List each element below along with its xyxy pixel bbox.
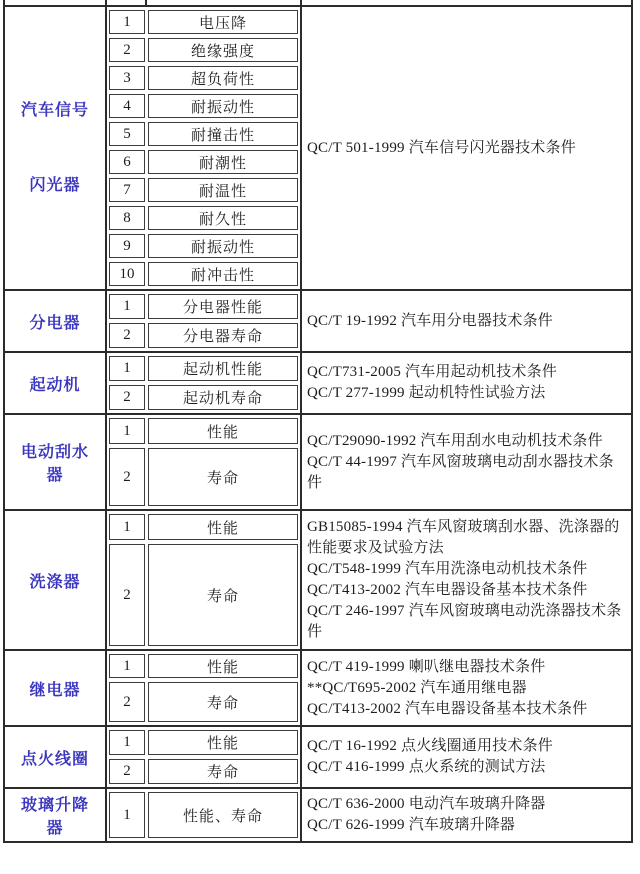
component-name: 电动刮水器 — [20, 444, 89, 484]
row-number: 1 — [109, 792, 145, 838]
standards-cell — [300, 727, 631, 787]
standards-cell — [300, 789, 631, 841]
standard-line: QC/T 246-1997 汽车风窗玻璃电动洗涤器技术条件 — [307, 603, 622, 640]
test-item: 性能 — [148, 730, 298, 755]
table-row — [109, 234, 298, 258]
test-item: 耐冲击性 — [148, 262, 298, 286]
table-row — [109, 385, 298, 410]
component-name: 洗涤器 — [29, 573, 81, 591]
table-section-starter — [5, 351, 631, 413]
table-section-window-regulator — [5, 787, 631, 841]
standards-cell — [300, 7, 631, 289]
test-rows — [107, 415, 300, 509]
table-section-flasher — [5, 7, 631, 289]
test-item: 寿命 — [148, 682, 298, 722]
standard-line: QC/T29090-1992 汽车用刮水电动机技术条件 — [307, 432, 603, 449]
test-item: 分电器寿命 — [148, 323, 298, 348]
standards-cell — [300, 291, 631, 351]
table-row — [109, 294, 298, 319]
standard-line: QC/T413-2002 汽车电器设备基本技术条件 — [307, 582, 588, 598]
component-name-cell — [5, 415, 107, 509]
table-section-wiper-motor — [5, 413, 631, 509]
component-name-cell — [5, 789, 107, 841]
standard-line: QC/T 16-1992 点火线圈通用技术条件 — [307, 738, 553, 754]
test-item: 寿命 — [148, 544, 298, 646]
standard-line: QC/T548-1999 汽车用洗涤电动机技术条件 — [307, 561, 588, 577]
row-number: 1 — [109, 730, 145, 755]
test-rows — [107, 7, 300, 289]
table-row — [109, 178, 298, 202]
row-number: 4 — [109, 94, 145, 118]
component-name-cell — [5, 651, 107, 725]
row-number: 2 — [109, 759, 145, 784]
standard-line: GB15085-1994 汽车风窗玻璃刮水器、洗涤器的性能要求及试验方法 — [307, 519, 620, 556]
test-item: 寿命 — [148, 448, 298, 506]
row-number: 6 — [109, 150, 145, 174]
standards-table — [3, 0, 633, 843]
standard-line: QC/T 419-1999 喇叭继电器技术条件 — [307, 658, 546, 675]
test-rows — [107, 291, 300, 351]
component-name: 起动机 — [29, 376, 81, 394]
standard-line: QC/T 416-1999 点火系统的测试方法 — [307, 759, 546, 775]
test-rows — [107, 789, 300, 841]
standards-cell — [300, 511, 631, 649]
table-row — [109, 94, 298, 118]
test-item: 性能 — [148, 418, 298, 444]
row-number: 2 — [109, 385, 145, 410]
test-item: 耐撞击性 — [148, 122, 298, 146]
table-row — [109, 792, 298, 838]
test-item: 性能 — [148, 654, 298, 678]
row-number: 8 — [109, 206, 145, 230]
table-row — [109, 262, 298, 286]
component-name: 汽车信号闪光器 — [20, 101, 89, 194]
test-rows — [107, 511, 300, 649]
test-item: 超负荷性 — [148, 66, 298, 90]
test-item: 性能、寿命 — [148, 792, 298, 838]
table-row — [109, 418, 298, 444]
table-section-distributor — [5, 289, 631, 351]
standard-line: QC/T731-2005 汽车用起动机技术条件 — [307, 364, 558, 380]
test-item: 电压降 — [148, 10, 298, 34]
table-section-washer — [5, 509, 631, 649]
standard-line: **QC/T695-2002 汽车通用继电器 — [307, 679, 527, 696]
test-item: 耐久性 — [148, 206, 298, 230]
column-divider-stub — [105, 0, 107, 5]
table-row — [109, 544, 298, 646]
row-number: 5 — [109, 122, 145, 146]
standard-line: QC/T413-2002 汽车电器设备基本技术条件 — [307, 700, 588, 717]
table-row — [109, 759, 298, 784]
test-item: 性能 — [148, 514, 298, 540]
standards-cell — [300, 353, 631, 413]
table-row — [109, 654, 298, 678]
row-number: 2 — [109, 544, 145, 646]
test-item: 寿命 — [148, 759, 298, 784]
component-name-cell — [5, 511, 107, 649]
table-row — [109, 323, 298, 348]
table-row — [109, 682, 298, 722]
standard-line: QC/T 19-1992 汽车用分电器技术条件 — [307, 312, 553, 329]
row-number: 2 — [109, 682, 145, 722]
row-number: 1 — [109, 356, 145, 381]
standard-line: QC/T 636-2000 电动汽车玻璃升降器 — [307, 796, 546, 812]
test-item: 起动机性能 — [148, 356, 298, 381]
component-name: 玻璃升降器 — [20, 797, 89, 837]
table-row — [109, 514, 298, 540]
component-name-cell — [5, 291, 107, 351]
test-item: 耐振动性 — [148, 94, 298, 118]
component-name-cell — [5, 353, 107, 413]
row-number: 1 — [109, 294, 145, 319]
test-item: 耐潮性 — [148, 150, 298, 174]
component-name-cell — [5, 7, 107, 289]
test-rows — [107, 353, 300, 413]
test-item: 起动机寿命 — [148, 385, 298, 410]
row-number: 10 — [109, 262, 145, 286]
table-row — [109, 38, 298, 62]
table-section-ignition-coil — [5, 725, 631, 787]
standard-line: QC/T 501-1999 汽车信号闪光器技术条件 — [307, 139, 576, 156]
table-row — [109, 730, 298, 755]
table-row — [109, 10, 298, 34]
row-number: 1 — [109, 514, 145, 540]
table-row — [109, 206, 298, 230]
test-item: 分电器性能 — [148, 294, 298, 319]
row-number: 3 — [109, 66, 145, 90]
row-number: 2 — [109, 38, 145, 62]
table-row — [109, 150, 298, 174]
column-divider-stub — [145, 0, 147, 5]
component-name: 分电器 — [29, 314, 81, 332]
standard-line: QC/T 44-1997 汽车风窗玻璃电动刮水器技术条件 — [307, 453, 614, 491]
component-name: 点火线圈 — [20, 750, 89, 768]
table-section-relay — [5, 649, 631, 725]
standards-cell — [300, 651, 631, 725]
column-divider-stub — [300, 0, 302, 5]
component-name: 继电器 — [29, 681, 81, 699]
table-row — [109, 356, 298, 381]
row-number: 1 — [109, 10, 145, 34]
test-item: 耐振动性 — [148, 234, 298, 258]
table-row — [109, 448, 298, 506]
row-number: 9 — [109, 234, 145, 258]
test-item: 耐温性 — [148, 178, 298, 202]
table-row — [109, 66, 298, 90]
standard-line: QC/T 626-1999 汽车玻璃升降器 — [307, 817, 516, 833]
row-number: 1 — [109, 418, 145, 444]
test-rows — [107, 727, 300, 787]
row-number: 2 — [109, 323, 145, 348]
previous-table-fragment — [5, 0, 631, 7]
standards-cell — [300, 415, 631, 509]
standard-line: QC/T 277-1999 起动机特性试验方法 — [307, 385, 546, 401]
table-row — [109, 122, 298, 146]
row-number: 7 — [109, 178, 145, 202]
test-rows — [107, 651, 300, 725]
row-number: 1 — [109, 654, 145, 678]
test-item: 绝缘强度 — [148, 38, 298, 62]
row-number: 2 — [109, 448, 145, 506]
component-name-cell — [5, 727, 107, 787]
